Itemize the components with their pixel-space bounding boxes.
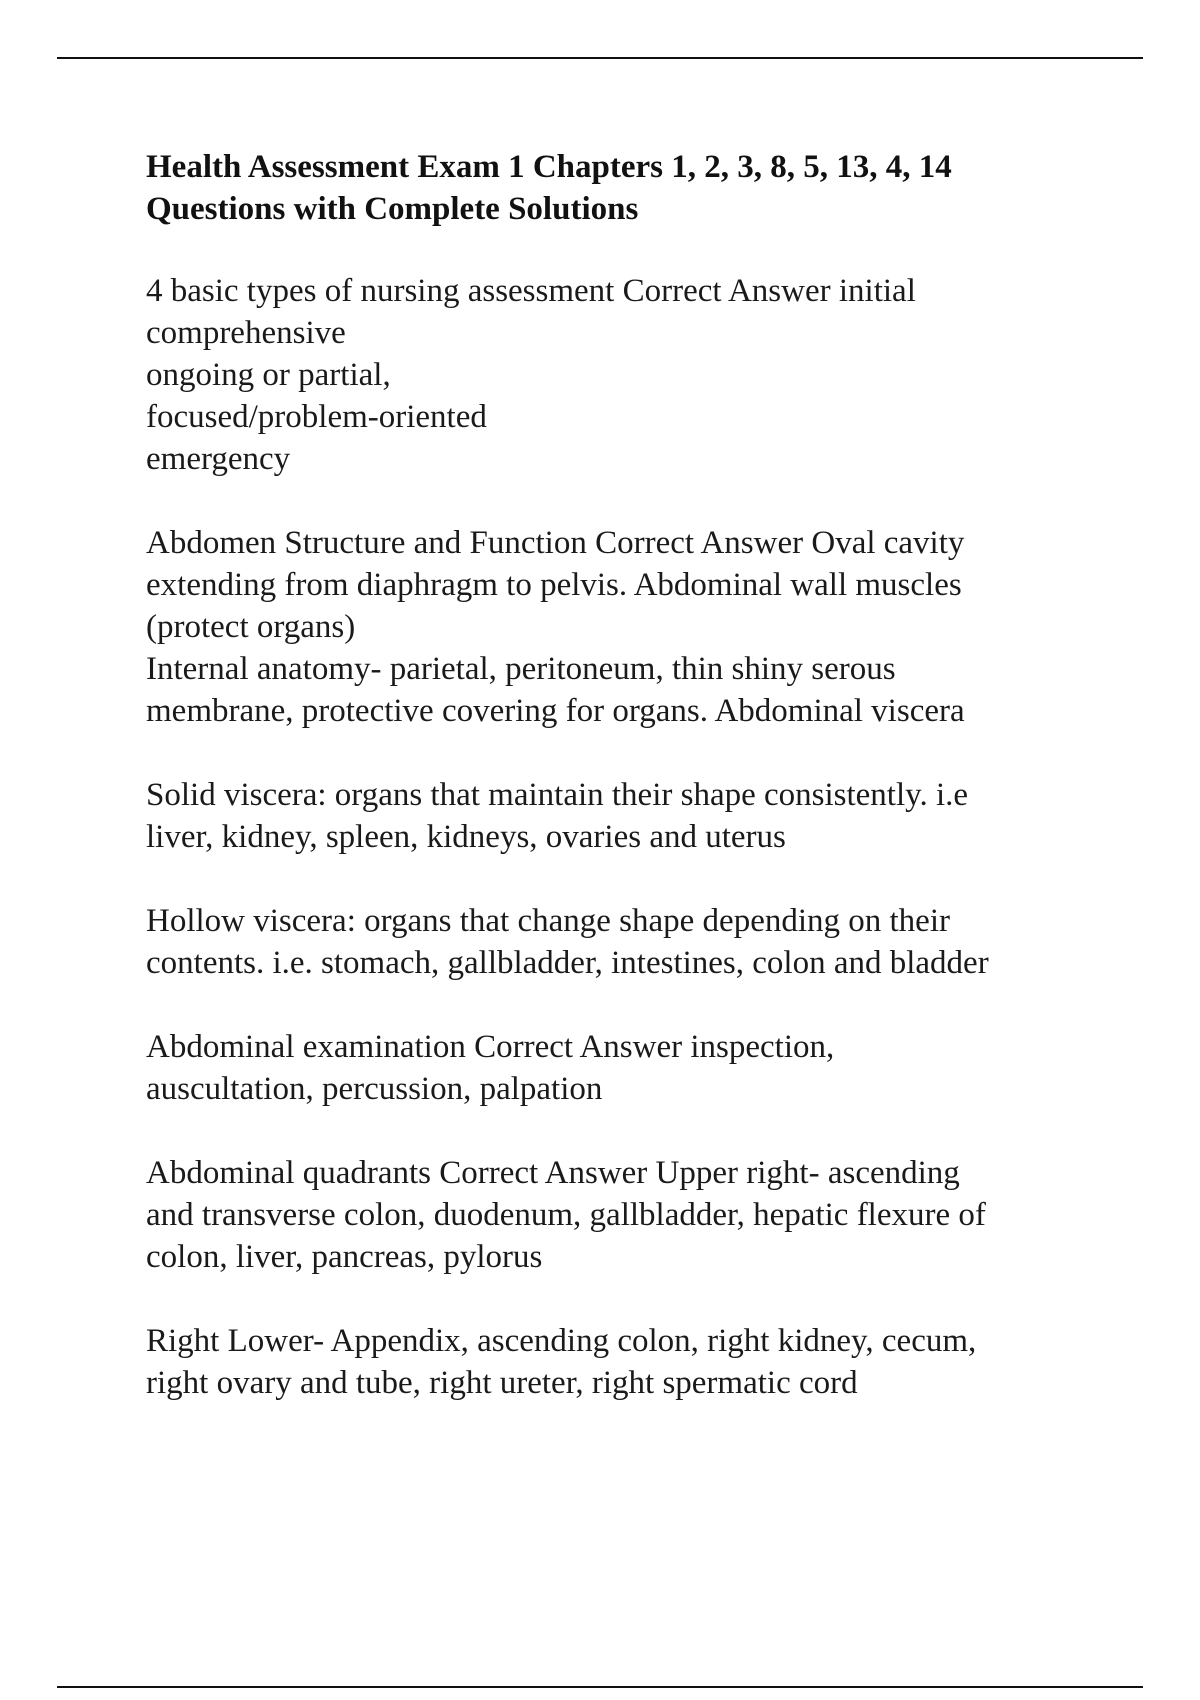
document-page <box>146 146 1106 1446</box>
entry-line: Abdominal quadrants Correct Answer Upper right- ascending <box>146 1155 960 1191</box>
entry-line: 4 basic types of nursing assessment Correct Answer initial <box>146 273 916 309</box>
document-title-line: Health Assessment Exam 1 Chapters 1, 2, 3, 8, 5, 13, 4, 14 <box>146 149 952 185</box>
footer-rule <box>57 1686 1143 1688</box>
qa-entry-nursing-assessment-types <box>146 270 1106 480</box>
document-title-line: Questions with Complete Solutions <box>146 191 639 227</box>
header-rule <box>57 57 1143 59</box>
entry-line: comprehensive <box>146 315 346 351</box>
entry-line: colon, liver, pancreas, pylorus <box>146 1239 543 1275</box>
entry-line: (protect organs) <box>146 609 356 645</box>
paragraph-right-lower-quadrant <box>146 1320 1106 1404</box>
qa-entry-abdomen-structure <box>146 522 1106 732</box>
entry-line: ongoing or partial, <box>146 357 391 393</box>
entry-line: Abdominal examination Correct Answer inspection, <box>146 1029 835 1065</box>
entry-line: focused/problem-oriented <box>146 399 487 435</box>
paragraph-solid-viscera <box>146 774 1106 858</box>
entry-line: and transverse colon, duodenum, gallbladder, hepatic flexure of <box>146 1197 986 1233</box>
qa-entry-abdominal-quadrants <box>146 1152 1106 1278</box>
entry-line: contents. i.e. stomach, gallbladder, intestines, colon and bladder <box>146 945 989 981</box>
entry-line: Solid viscera: organs that maintain their shape consistently. i.e <box>146 777 969 813</box>
entry-line: auscultation, percussion, palpation <box>146 1071 603 1107</box>
entry-line: Hollow viscera: organs that change shape depending on their <box>146 903 950 939</box>
entry-line: right ovary and tube, right ureter, right spermatic cord <box>146 1365 858 1401</box>
entry-line: Right Lower- Appendix, ascending colon, right kidney, cecum, <box>146 1323 977 1359</box>
entry-line: Internal anatomy- parietal, peritoneum, thin shiny serous <box>146 651 896 687</box>
document-title <box>146 146 1106 230</box>
entry-line: membrane, protective covering for organs. Abdominal viscera <box>146 693 965 729</box>
entry-line: liver, kidney, spleen, kidneys, ovaries and uterus <box>146 819 786 855</box>
entry-line: emergency <box>146 441 291 477</box>
qa-entry-list <box>146 270 1106 1404</box>
entry-line: extending from diaphragm to pelvis. Abdominal wall muscles <box>146 567 962 603</box>
paragraph-hollow-viscera <box>146 900 1106 984</box>
qa-entry-abdominal-examination <box>146 1026 1106 1110</box>
entry-line: Abdomen Structure and Function Correct Answer Oval cavity <box>146 525 965 561</box>
